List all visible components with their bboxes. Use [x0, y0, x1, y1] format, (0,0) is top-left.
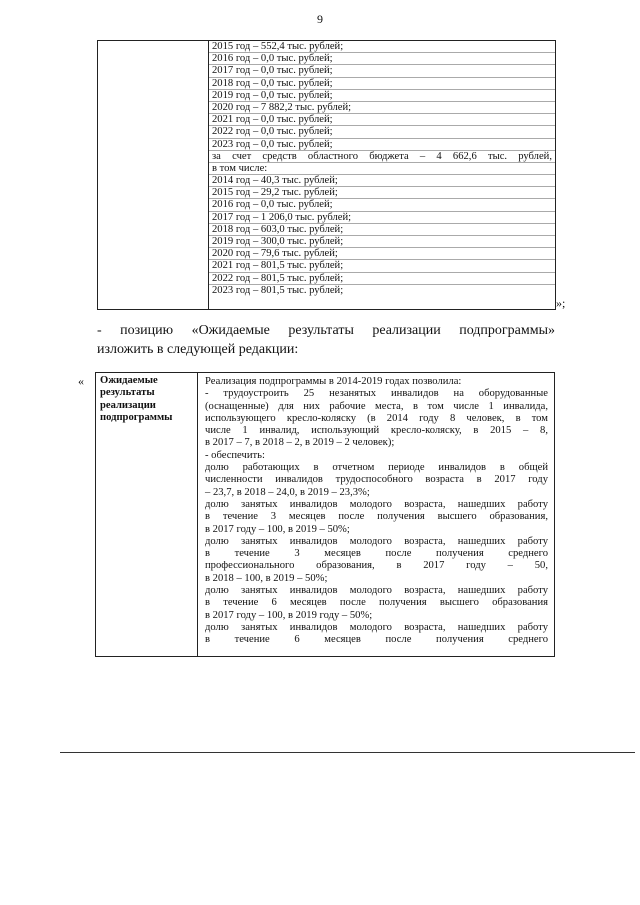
funding-line: 2018 год – 0,0 тыс. рублей;: [209, 78, 555, 90]
results-label-line: реализации: [100, 399, 156, 411]
results-line: в 2017 – 7, в 2018 – 2, в 2019 – 2 человек);: [205, 437, 395, 449]
funding-table: [97, 40, 556, 310]
results-label-line: результаты: [100, 387, 155, 399]
instruction-line-2: изложить в следующей редакции:: [97, 342, 299, 357]
funding-line: 2015 год – 29,2 тыс. рублей;: [209, 187, 555, 199]
funding-line: 2023 год – 0,0 тыс. рублей;: [209, 139, 555, 151]
funding-line: 2022 год – 0,0 тыс. рублей;: [209, 126, 555, 138]
funding-line: 2021 год – 0,0 тыс. рублей;: [209, 114, 555, 126]
results-label-line: Ожидаемые: [100, 375, 158, 386]
results-table: [95, 372, 555, 657]
funding-line: 2020 год – 7 882,2 тыс. рублей;: [209, 102, 555, 114]
funding-line: 2017 год – 0,0 тыс. рублей;: [209, 65, 555, 77]
results-line: профессионального образования, в 2017 году – 50,: [205, 560, 548, 572]
results-line: в 2018 – 100, в 2019 – 50%;: [205, 572, 328, 584]
results-line: (оснащенные) для них рабочие места, в том числе 1 инвалида,: [205, 400, 548, 412]
results-line: использующего кресло-коляску (в 2014 году 8 человек, в том: [205, 412, 548, 424]
funding-line: 2020 год – 79,6 тыс. рублей;: [209, 248, 555, 260]
funding-line: 2015 год – 552,4 тыс. рублей;: [209, 41, 555, 53]
results-line: - обеспечить:: [205, 449, 265, 461]
funding-label-cell: [98, 41, 209, 309]
funding-line: 2016 год – 0,0 тыс. рублей;: [209, 53, 555, 65]
funding-line: 2017 год – 1 206,0 тыс. рублей;: [209, 212, 555, 224]
results-line: долю занятых инвалидов молодого возраста, нашедших работу: [205, 621, 548, 633]
funding-line: 2019 год – 0,0 тыс. рублей;: [209, 90, 555, 102]
funding-line: 2023 год – 801,5 тыс. рублей;: [212, 284, 344, 296]
results-line: числе 1 инвалид, использующий кресло-коляску, в 2015 – 8,: [205, 425, 548, 437]
funding-line: в том числе:: [209, 163, 555, 175]
results-line: долю занятых инвалидов молодого возраста, нашедших работу: [205, 498, 548, 510]
results-line: – 23,7, в 2018 – 24,0, в 2019 – 23,3%;: [205, 486, 370, 498]
results-line: Реализация подпрограммы в 2014-2019 годах позволила:: [205, 376, 462, 387]
table-close-mark: »;: [556, 296, 566, 310]
results-line: в течение 3 месяцев после получения высшего образования,: [205, 511, 548, 523]
results-line: долю занятых инвалидов молодого возраста, нашедших работу: [205, 535, 548, 547]
results-label-cell: [96, 373, 198, 656]
results-line: - трудоустроить 25 незанятых инвалидов на оборудованные: [205, 388, 548, 400]
page-number: 9: [317, 12, 323, 26]
instruction-line-1: - позицию «Ожидаемые результаты реализации подпрограммы»: [97, 323, 555, 338]
footer-rule: [60, 752, 635, 753]
funding-line: 2019 год – 300,0 тыс. рублей;: [209, 236, 555, 248]
results-line: в 2017 году – 100, в 2019 – 50%;: [205, 523, 350, 535]
quote-open-mark: «: [78, 374, 84, 388]
results-line: в течение 3 месяцев после получения среднего: [205, 548, 548, 560]
funding-line: 2016 год – 0,0 тыс. рублей;: [209, 199, 555, 211]
results-line: в 2017 году – 100, в 2019 году – 50%;: [205, 609, 373, 621]
results-line: в течение 6 месяцев после получения среднего: [205, 634, 548, 646]
funding-line: за счет средств областного бюджета – 4 662,6 тыс. рублей,: [209, 151, 555, 163]
funding-line: 2021 год – 801,5 тыс. рублей;: [209, 260, 555, 272]
results-line: долю занятых инвалидов молодого возраста, нашедших работу: [205, 585, 548, 597]
funding-line: 2018 год – 603,0 тыс. рублей;: [209, 224, 555, 236]
results-line: долю работающих в отчетном периоде инвалидов в общей: [205, 462, 548, 474]
funding-values-cell: [209, 41, 555, 309]
funding-line: 2014 год – 40,3 тыс. рублей;: [209, 175, 555, 187]
results-line: численности инвалидов трудоспособного возраста в 2017 году: [205, 474, 548, 486]
results-line: в течение 6 месяцев после получения высшего образования: [205, 597, 548, 609]
funding-line: 2022 год – 801,5 тыс. рублей;: [209, 273, 555, 285]
results-text-cell: [199, 373, 554, 656]
results-label-line: подпрограммы: [100, 412, 173, 424]
